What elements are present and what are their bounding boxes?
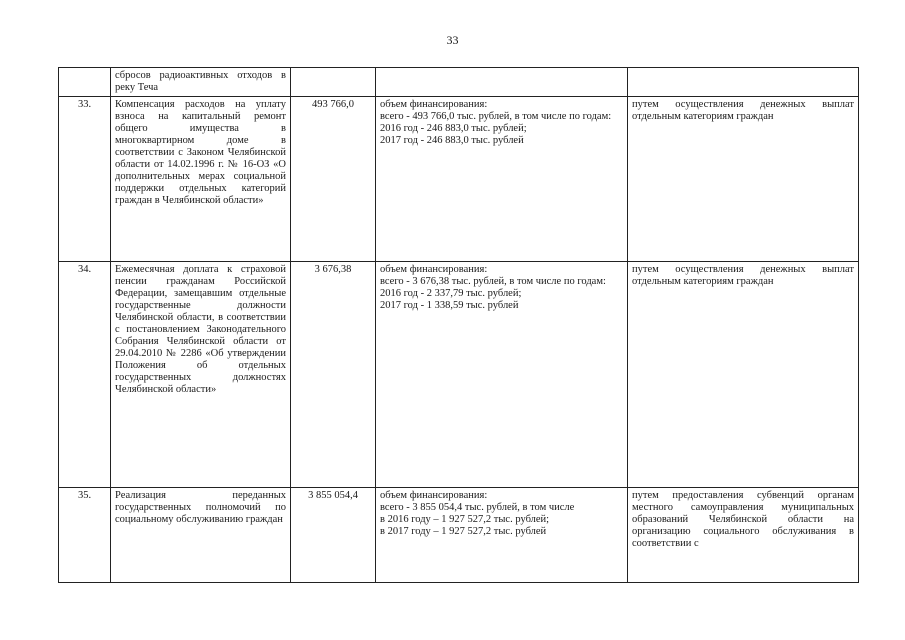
- row-number: 34.: [59, 262, 111, 488]
- funding-line: объем финансирования:: [380, 264, 488, 275]
- funding-details: [376, 97, 628, 262]
- implementation-method: путем предоставления субвенций органам местного самоуправления муниципальных образований Челябинской области на организацию социального обслуживания в соответствии с: [628, 488, 859, 583]
- table-row: [59, 97, 859, 262]
- row-number: 33.: [59, 97, 111, 262]
- funding-line: 2017 год - 1 338,59 тыс. рублей: [380, 300, 519, 311]
- cost-value: 493 766,0: [291, 97, 376, 262]
- funding-line: 2016 год - 246 883,0 тыс. рублей;: [380, 123, 527, 134]
- funding-line: всего - 3 676,38 тыс. рублей, в том числе по годам:: [380, 276, 606, 287]
- program-table: [58, 67, 859, 583]
- measure-description: Компенсация расходов на уплату взноса на капитальный ремонт общего имущества в многоквартирном доме в соответствии с Законом Челябинской области от 14.02.1996 г. № 16-ОЗ «О дополнительных мерах социальной поддержки отдельных категорий граждан в Челябинской области»: [111, 97, 291, 262]
- funding-line: в 2017 году – 1 927 527,2 тыс. рублей: [380, 526, 547, 537]
- funding-details: [376, 262, 628, 488]
- cost-value: 3 855 054,4: [291, 488, 376, 583]
- implementation-method: путем осуществления денежных выплат отдельным категориям граждан: [628, 97, 859, 262]
- funding-details: [376, 68, 628, 97]
- measure-description: сбросов радиоактивных отходов в реку Теча: [111, 68, 291, 97]
- row-number: [59, 68, 111, 97]
- table-row: [59, 488, 859, 583]
- funding-line: в 2016 году – 1 927 527,2 тыс. рублей;: [380, 514, 550, 525]
- row-number: 35.: [59, 488, 111, 583]
- page-number: 33: [446, 33, 459, 47]
- table-row: [59, 68, 859, 97]
- funding-line: объем финансирования:: [380, 490, 488, 501]
- table-row: [59, 262, 859, 488]
- measure-description: Реализация переданных государственных полномочий по социальному обслуживанию граждан: [111, 488, 291, 583]
- measure-description: Ежемесячная доплата к страховой пенсии гражданам Российской Федерации, замещавшим отдельные государственные должности Челябинской области, в соответствии с постановлением Законодательного Собрания Челябинской области от 29.04.2010 № 2286 «Об утверждении Положения об отдельных государственных должностях Челябинской области»: [111, 262, 291, 488]
- funding-line: всего - 3 855 054,4 тыс. рублей, в том числе: [380, 502, 575, 513]
- implementation-method: путем осуществления денежных выплат отдельным категориям граждан: [628, 262, 859, 488]
- funding-line: объем финансирования:: [380, 99, 488, 110]
- cost-value: [291, 68, 376, 97]
- funding-line: всего - 493 766,0 тыс. рублей, в том числе по годам:: [380, 111, 612, 122]
- implementation-method: [628, 68, 859, 97]
- cost-value: 3 676,38: [291, 262, 376, 488]
- funding-line: 2016 год - 2 337,79 тыс. рублей;: [380, 288, 522, 299]
- funding-line: 2017 год - 246 883,0 тыс. рублей: [380, 135, 524, 146]
- funding-details: [376, 488, 628, 583]
